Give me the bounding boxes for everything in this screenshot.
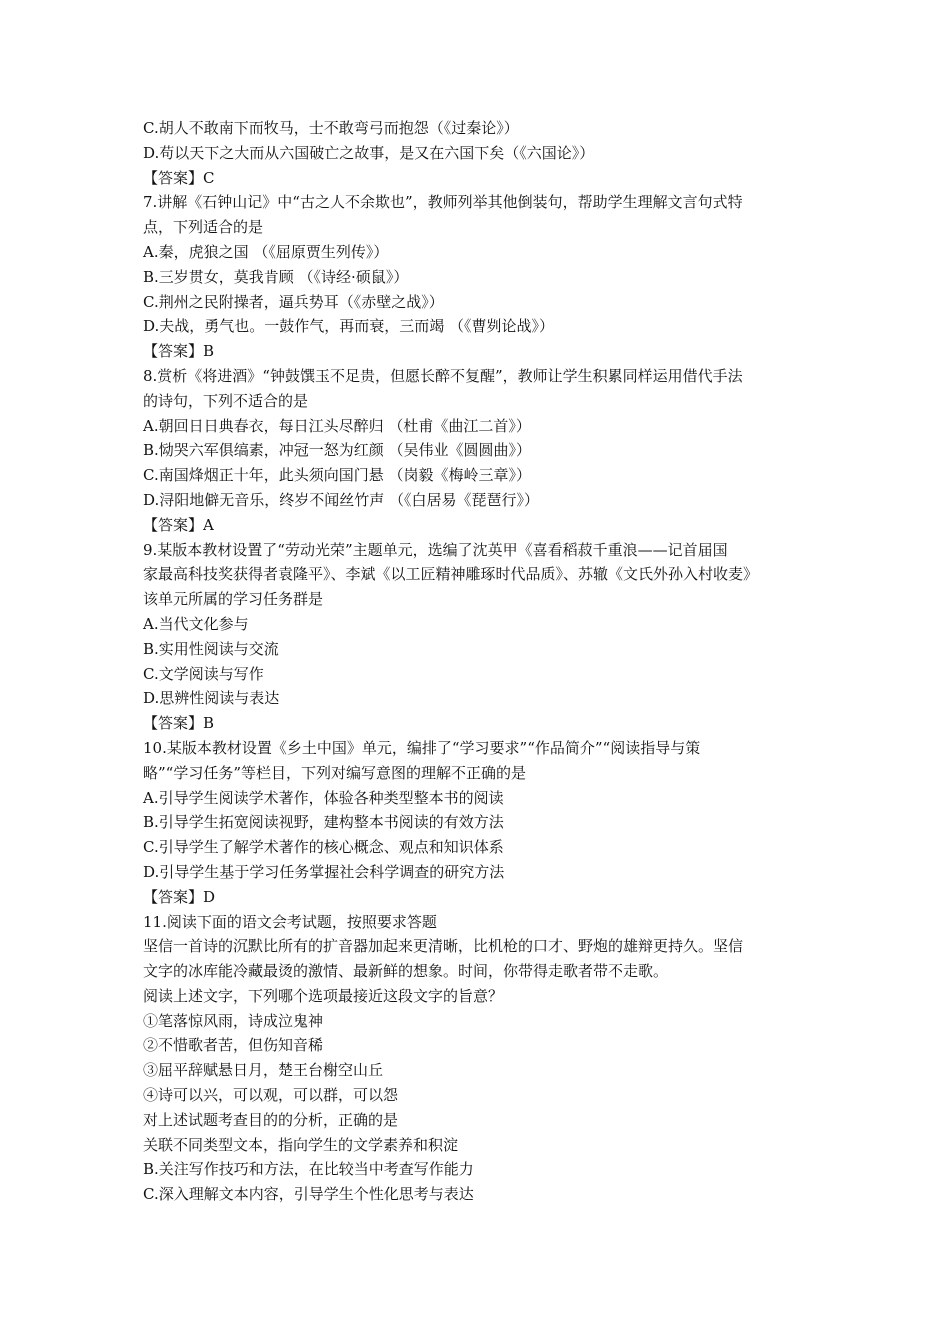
text-line: C.深入理解文本内容，引导学生个性化思考与表达 (143, 1185, 474, 1204)
text-line: B.引导学生拓宽阅读视野，建构整本书阅读的有效方法 (143, 813, 504, 832)
text-line: 【答案】A (143, 515, 214, 534)
text-line: C.胡人不敢南下而牧马，士不敢弯弓而抱怨（《过秦论》） (143, 119, 519, 137)
text-line: C.文学阅读与写作 (143, 664, 264, 683)
text-line: A.当代文化参与 (143, 614, 249, 633)
text-line: 文字的冰库能冷藏最烫的激情、最新鲜的想象。时间，你带得走歌者带不走歌。 (143, 962, 669, 981)
text-line: 的诗句，下列不适合的是 (143, 391, 309, 410)
text-line: 关联不同类型文本，指向学生的文学素养和积淀 (143, 1135, 459, 1154)
text-line: 11.阅读下面的语文会考试题，按照要求答题 (143, 912, 437, 931)
text-line: 10.某版本教材设置《乡土中国》单元，编排了“学习要求”“作品简介”“阅读指导与策 (143, 738, 701, 757)
text-line: 8.赏析《将进酒》“钟鼓馔玉不足贵，但愿长醉不复醒”，教师让学生积累同样运用借代手法 (143, 366, 743, 385)
text-line: D.思辨性阅读与表达 (143, 689, 280, 708)
document-body (143, 116, 823, 1207)
text-line: ③屈平辞赋悬日月，楚王台榭空山丘 (143, 1061, 384, 1080)
text-line: ①笔落惊风雨，诗成泣鬼神 (143, 1011, 324, 1030)
text-line: 该单元所属的学习任务群是 (143, 590, 324, 609)
text-line: A.引导学生阅读学术著作，体验各种类型整本书的阅读 (143, 788, 504, 807)
text-line: B.恸哭六军俱缟素，冲冠一怒为红颜 （吴伟业《圆圆曲》） (143, 441, 532, 460)
text-line: 对上述试题考查目的的分析，正确的是 (143, 1110, 399, 1129)
text-line: 9.某版本教材设置了“劳动光荣”主题单元，选编了沈英甲《喜看稻菽千重浪——记首届国 (143, 540, 728, 559)
text-line: 略”“学习任务”等栏目，下列对编写意图的理解不正确的是 (143, 763, 527, 782)
text-line: A.秦，虎狼之国 （《屈原贾生列传》） (143, 242, 389, 261)
text-line: 家最高科技奖获得者袁隆平》、李斌《以工匠精神雕琢时代品质》、苏辙《文氏外孙入村收麦》 (143, 565, 759, 584)
text-line: B.关注写作技巧和方法，在比较当中考查写作能力 (143, 1160, 474, 1179)
text-line: D.浔阳地僻无音乐，终岁不闻丝竹声 （《白居易《琵琶行》） (143, 490, 540, 509)
text-line: C.引导学生了解学术著作的核心概念、观点和知识体系 (143, 838, 504, 857)
text-line: 坚信一首诗的沉默比所有的扩音器加起来更清晰，比机枪的口才、野炮的雄辩更持久。坚信 (143, 937, 744, 956)
text-line: 【答案】C (143, 168, 215, 187)
text-line: C.荆州之民附操者，逼兵势耳（《赤壁之战》） (143, 292, 444, 311)
text-line: ④诗可以兴，可以观，可以群，可以怨 (143, 1086, 399, 1105)
text-line: 7.讲解《石钟山记》中“古之人不余欺也”，教师列举其他倒装句，帮助学生理解文言句式特 (143, 193, 743, 212)
text-line: 点，下列适合的是 (143, 218, 264, 237)
text-line: B.实用性阅读与交流 (143, 639, 279, 658)
text-line: D.引导学生基于学习任务掌握社会科学调查的研究方法 (143, 862, 505, 881)
text-line: D.夫战，勇气也。一鼓作气，再而衰，三而竭 （《曹刿论战》） (143, 317, 555, 336)
text-line: D.苟以天下之大而从六国破亡之故事，是又在六国下矣（《六国论》） (143, 143, 595, 162)
text-line: 【答案】B (143, 342, 215, 361)
text-line: 【答案】D (143, 887, 216, 906)
text-line: ②不惜歌者苦，但伤知音稀 (143, 1036, 324, 1055)
text-line: A.朝回日日典春衣，每日江头尽醉归 （杜甫《曲江二首》） (143, 416, 531, 435)
text-line: C.南国烽烟正十年，此头须向国门悬 （岗毅《梅岭三章》） (143, 466, 531, 485)
text-line: 阅读上述文字，下列哪个选项最接近这段文字的旨意？ (143, 986, 504, 1005)
text-line: B.三岁贯女，莫我肯顾 （《诗经·硕鼠》） (143, 267, 409, 286)
text-line: 【答案】B (143, 714, 215, 733)
